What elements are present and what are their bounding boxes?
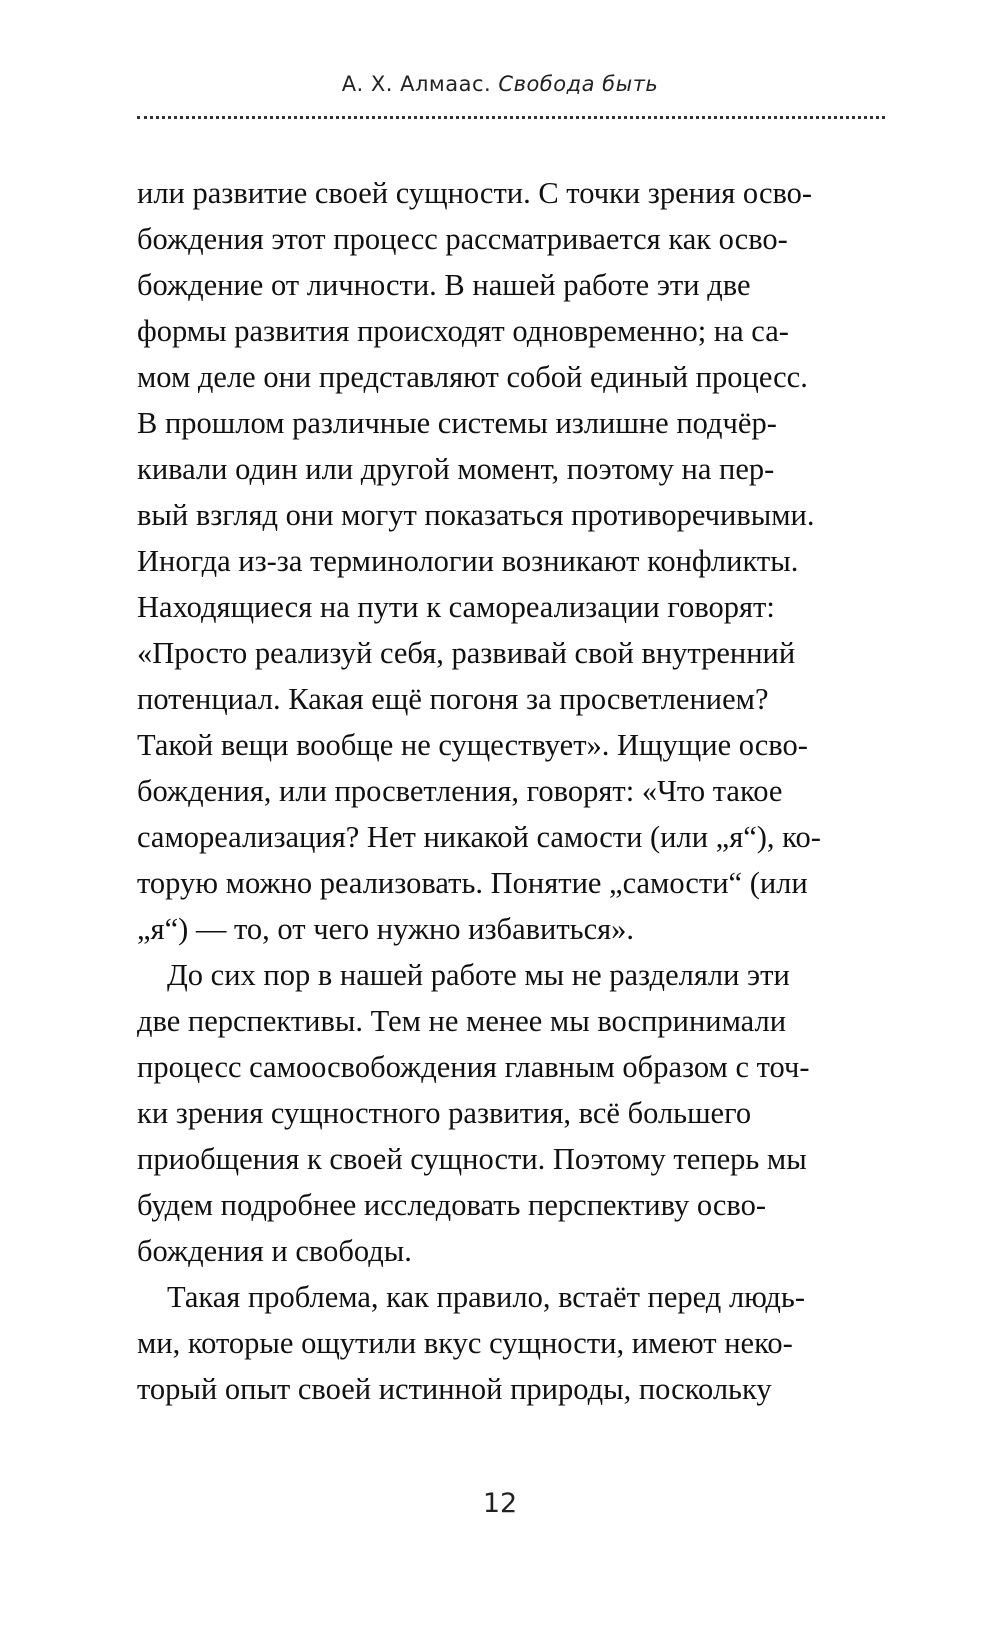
running-head-author: А. Х. Алмаас. (341, 72, 492, 96)
text-line: мом деле они представляют собой единый процесс. (137, 360, 808, 394)
text-line: приобщения к своей сущности. Поэтому теперь мы (137, 1142, 807, 1176)
text-line: Такой вещи вообще не существует». Ищущие осво- (137, 728, 808, 762)
text-line: «Просто реализуй себя, развивай свой внутренний (137, 636, 796, 670)
text-line: ки зрения сущностного развития, всё большего (137, 1096, 752, 1130)
text-line: процесс самоосвобождения главным образом с точ- (137, 1050, 810, 1084)
text-line: торую можно реализовать. Понятие „самости“ (или (137, 866, 808, 900)
text-line: две перспективы. Тем не менее мы воспринимали (137, 1004, 787, 1038)
running-head-title: Свобода быть (498, 72, 659, 96)
text-line: потенциал. Какая ещё погоня за просветлением? (137, 682, 769, 716)
text-line: бождения, или просветления, говорят: «Что такое (137, 774, 783, 808)
running-head (0, 72, 1000, 96)
text-line: Иногда из-за терминологии возникают конфликты. (137, 544, 799, 578)
text-line: будем подробнее исследовать перспективу осво- (137, 1188, 767, 1222)
text-line: бождения этот процесс рассматривается как осво- (137, 222, 788, 256)
text-line: кивали один или другой момент, поэтому на пер- (137, 452, 775, 486)
text-line: Находящиеся на пути к самореализации говорят: (137, 590, 775, 624)
text-line: До сих пор в нашей работе мы не разделяли эти (167, 958, 790, 992)
page-number: 12 (482, 1488, 518, 1519)
text-line: „я“) — то, от чего нужно избавиться». (137, 912, 635, 946)
text-line: формы развития происходят одновременно; на са- (137, 314, 789, 348)
dotted-rule (137, 116, 885, 119)
body-text (137, 170, 885, 1412)
text-line: самореализация? Нет никакой самости (или „я“), ко- (137, 820, 821, 854)
text-line: торый опыт своей истинной природы, поскольку (137, 1372, 772, 1406)
text-line: вый взгляд они могут показаться противоречивыми. (137, 498, 815, 532)
text-line: бождения и свободы. (137, 1234, 412, 1268)
text-line: ми, которые ощутили вкус сущности, имеют неко- (137, 1326, 793, 1360)
text-line: бождение от личности. В нашей работе эти две (137, 268, 751, 302)
text-line: В прошлом различные системы излишне подчёр- (137, 406, 777, 440)
text-line: Такая проблема, как правило, встаёт перед людь- (167, 1280, 805, 1314)
text-line: или развитие своей сущности. С точки зрения осво- (137, 176, 813, 210)
